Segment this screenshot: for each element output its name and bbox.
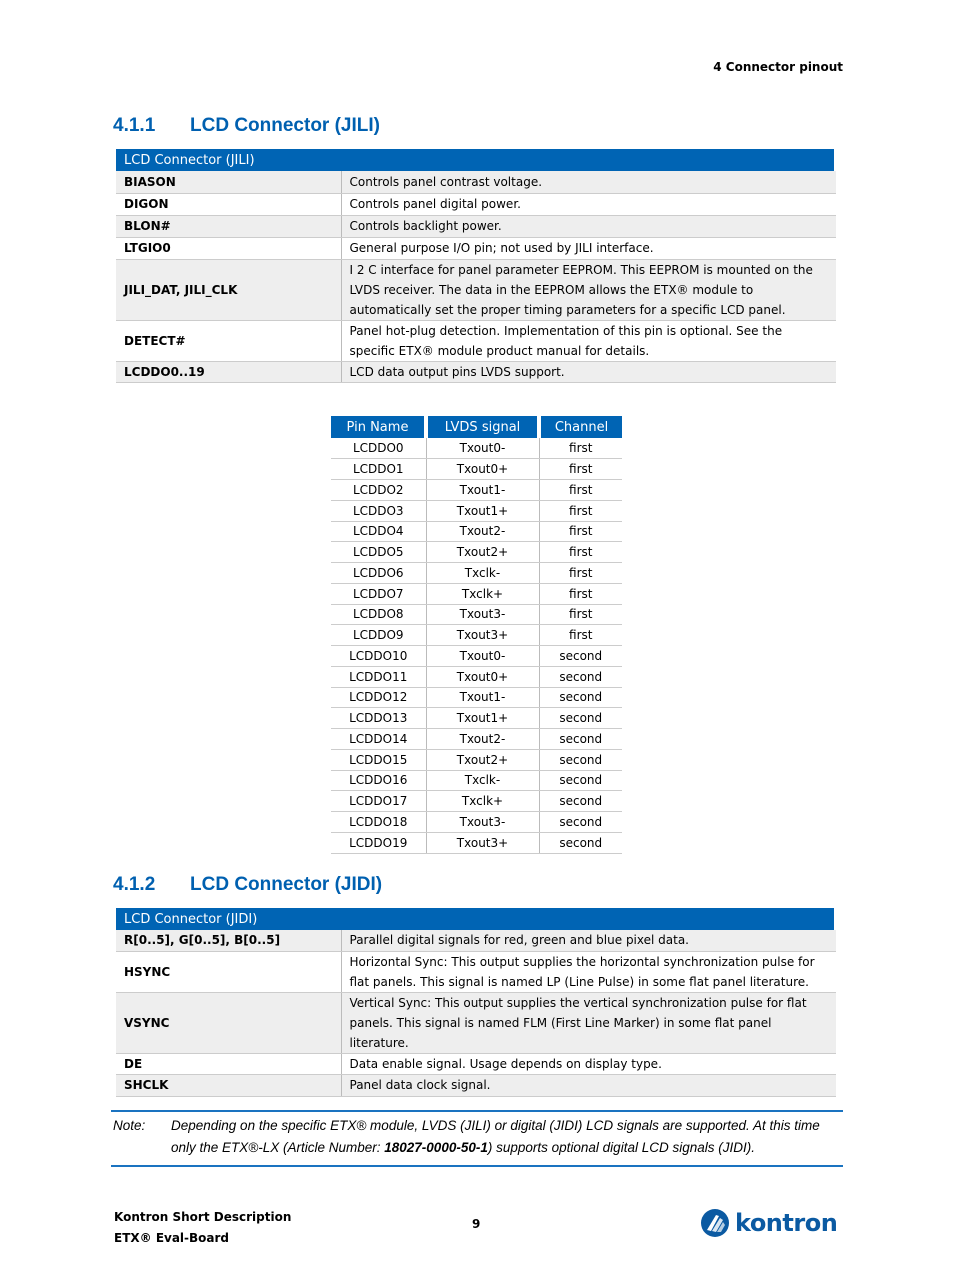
table-cell: Txout1-: [426, 687, 539, 708]
table-row: HSYNC Horizontal Sync: This output supplies the horizontal synchronization pulse for flat panels. This signal is named LP (Line Pulse) in some flat panel literature.: [116, 951, 836, 992]
table-cell: Txout3-: [426, 812, 539, 833]
table-row: [331, 729, 622, 750]
table-cell: LCDDO0: [331, 438, 426, 459]
table-cell: first: [539, 438, 622, 459]
section-number: 4.1.2: [113, 874, 156, 895]
table-cell: LCDDO15: [331, 749, 426, 770]
table-row: [331, 459, 622, 480]
section-title: LCD Connector (JILI): [190, 115, 380, 136]
table-cell: first: [539, 604, 622, 625]
table-row: [331, 749, 622, 770]
table-cell: second: [539, 708, 622, 729]
table-row: BIASON Controls panel contrast voltage.: [116, 171, 836, 193]
section-heading-jili: [113, 115, 380, 137]
table-cell: Txout3-: [426, 604, 539, 625]
table-cell: Txout1-: [426, 480, 539, 501]
table-cell: first: [539, 480, 622, 501]
jili-signal-table: [116, 149, 838, 383]
footer-doc-title: Kontron Short Description ETX® Eval-Board: [114, 1210, 292, 1245]
table-cell: first: [539, 500, 622, 521]
table-cell: second: [539, 646, 622, 667]
table-cell: Txout0-: [426, 646, 539, 667]
table-cell: first: [539, 563, 622, 584]
table-row: [331, 812, 622, 833]
table-cell: Txout3+: [426, 832, 539, 853]
table-cell: first: [539, 542, 622, 563]
table-cell: LCDDO9: [331, 625, 426, 646]
table-cell: LCDDO17: [331, 791, 426, 812]
table-cell: LCDDO2: [331, 480, 426, 501]
table-cell: LCDDO6: [331, 563, 426, 584]
table-cell: Txout0+: [426, 666, 539, 687]
table-cell: LCDDO8: [331, 604, 426, 625]
note-text: Depending on the specific ETX® module, LVDS (JILI) or digital (JIDI) LCD signals are supported. At this time only the ETX®-LX (Article Number: 18027-0000-50-1) supports optional digital LCD signals (JIDI).: [171, 1118, 820, 1155]
table-row: [331, 521, 622, 542]
logo-wordmark: kontron: [735, 1209, 838, 1237]
kontron-logo: [700, 1208, 837, 1238]
table-cell: Txout0+: [426, 459, 539, 480]
table-caption: LCD Connector (JIDI): [116, 908, 836, 930]
table-row: [331, 625, 622, 646]
table-cell: Txout2+: [426, 749, 539, 770]
column-header-lvds-signal: LVDS signal: [426, 416, 539, 438]
table-cell: Txclk-: [426, 563, 539, 584]
table-row: JILI_DAT, JILI_CLK I 2 C interface for panel parameter EEPROM. This EEPROM is mounted on the LVDS receiver. The data in the EEPROM allows the ETX® module to automatically set the proper timing parameters for a specific LCD panel.: [116, 259, 836, 320]
note-box: [111, 1110, 843, 1167]
table-cell: first: [539, 625, 622, 646]
table-row: SHCLK Panel data clock signal.: [116, 1074, 836, 1096]
table-row: [331, 832, 622, 853]
table-cell: second: [539, 791, 622, 812]
table-row: [331, 791, 622, 812]
table-cell: first: [539, 583, 622, 604]
section-title: LCD Connector (JIDI): [190, 874, 383, 895]
table-cell: Txout2-: [426, 521, 539, 542]
table-row: [331, 708, 622, 729]
table-cell: second: [539, 729, 622, 750]
table-row: [331, 563, 622, 584]
table-row: VSYNC Vertical Sync: This output supplies the vertical synchronization pulse for flat panels. This signal is named FLM (First Line Marker) in some flat panel literature.: [116, 992, 836, 1053]
table-row: R[0..5], G[0..5], B[0..5] Parallel digital signals for red, green and blue pixel data.: [116, 930, 836, 951]
page-number: 9: [472, 1217, 481, 1231]
table-cell: Txout2+: [426, 542, 539, 563]
table-row: LTGIO0 General purpose I/O pin; not used by JILI interface.: [116, 237, 836, 259]
kontron-logo-icon: [700, 1208, 730, 1238]
table-cell: LCDDO13: [331, 708, 426, 729]
table-row: [331, 666, 622, 687]
pin-table-body: [331, 438, 622, 853]
table-row: [331, 480, 622, 501]
table-cell: Txout2-: [426, 729, 539, 750]
table-cell: second: [539, 770, 622, 791]
table-caption: LCD Connector (JILI): [116, 149, 836, 171]
table-cell: Txout1+: [426, 708, 539, 729]
table-row: BLON# Controls backlight power.: [116, 215, 836, 237]
lvds-pin-table: [331, 416, 622, 854]
article-number: 18027-0000-50-1: [384, 1140, 488, 1155]
table-cell: LCDDO4: [331, 521, 426, 542]
table-cell: LCDDO19: [331, 832, 426, 853]
table-cell: Txout1+: [426, 500, 539, 521]
table-row: [331, 687, 622, 708]
table-cell: second: [539, 832, 622, 853]
table-cell: LCDDO14: [331, 729, 426, 750]
table-cell: second: [539, 666, 622, 687]
jidi-signal-table: [116, 908, 838, 1097]
table-row: [331, 583, 622, 604]
table-row: [331, 770, 622, 791]
table-row: [331, 542, 622, 563]
table-cell: second: [539, 812, 622, 833]
table-row: [331, 438, 622, 459]
table-cell: LCDDO18: [331, 812, 426, 833]
section-number: 4.1.1: [113, 115, 156, 136]
table-row: DIGON Controls panel digital power.: [116, 193, 836, 215]
note-label: Note:: [113, 1118, 146, 1133]
table-row: DE Data enable signal. Usage depends on display type.: [116, 1053, 836, 1074]
table-cell: Txclk-: [426, 770, 539, 791]
table-row: [331, 646, 622, 667]
table-cell: Txout3+: [426, 625, 539, 646]
table-row: [331, 500, 622, 521]
table-cell: LCDDO12: [331, 687, 426, 708]
table-cell: second: [539, 687, 622, 708]
table-cell: LCDDO10: [331, 646, 426, 667]
column-header-channel: Channel: [539, 416, 622, 438]
table-cell: first: [539, 521, 622, 542]
table-cell: LCDDO11: [331, 666, 426, 687]
table-cell: LCDDO3: [331, 500, 426, 521]
table-cell: Txclk+: [426, 583, 539, 604]
table-cell: LCDDO16: [331, 770, 426, 791]
section-heading-jidi: [113, 874, 382, 896]
table-row: LCDDO0..19 LCD data output pins LVDS support.: [116, 361, 836, 382]
table-row: [331, 604, 622, 625]
table-cell: LCDDO7: [331, 583, 426, 604]
table-cell: Txout0-: [426, 438, 539, 459]
table-row: DETECT# Panel hot-plug detection. Implementation of this pin is optional. See the specific ETX® module product manual for details.: [116, 320, 836, 361]
table-cell: LCDDO1: [331, 459, 426, 480]
table-cell: LCDDO5: [331, 542, 426, 563]
chapter-header: 4 Connector pinout: [713, 60, 843, 74]
table-cell: first: [539, 459, 622, 480]
column-header-pin-name: Pin Name: [331, 416, 426, 438]
table-cell: second: [539, 749, 622, 770]
table-cell: Txclk+: [426, 791, 539, 812]
